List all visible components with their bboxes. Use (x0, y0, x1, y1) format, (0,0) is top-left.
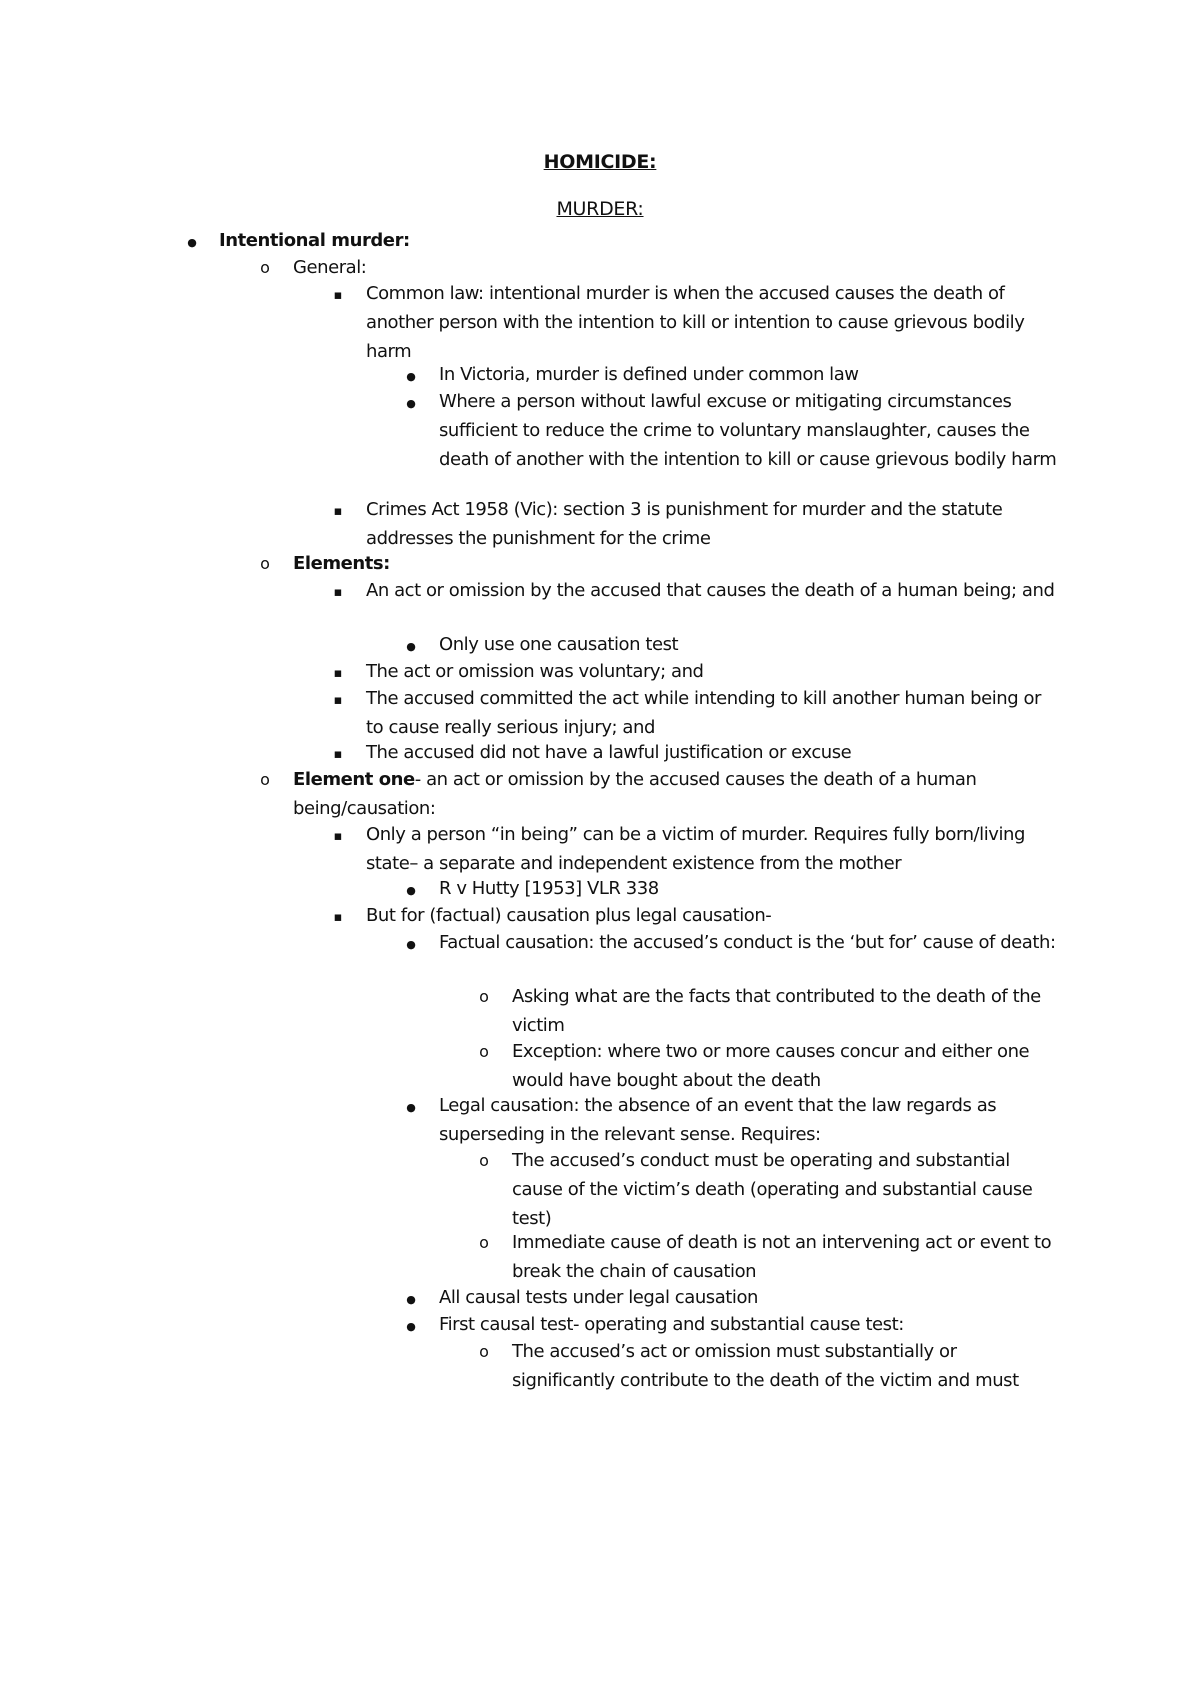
list-item: Elements: (293, 553, 390, 574)
list-item: The accused did not have a lawful justification or excuse (366, 742, 852, 763)
list-item: Only use one causation test (439, 634, 679, 655)
page-title: HOMICIDE: (543, 151, 657, 173)
list-item: All causal tests under legal causation (439, 1287, 758, 1308)
list-item: Exception: where two or more causes concur and either one would have bought about the death (512, 1041, 1030, 1091)
square-bullet-icon (328, 576, 348, 607)
bullet-icon (182, 226, 202, 257)
list-item: General: (293, 257, 367, 278)
circle-bullet-icon (474, 982, 494, 1011)
list-item: Intentional murder: (219, 230, 410, 251)
list-item: But for (factual) causation plus legal causation- (366, 905, 772, 926)
bullet-icon (401, 1310, 421, 1341)
bullet-icon (401, 928, 421, 959)
list-item: The accused’s act or omission must substantially or significantly contribute to the death of the victim and must (512, 1341, 1019, 1391)
circle-bullet-icon (255, 253, 275, 282)
list-item: The accused committed the act while intending to kill another human being or to cause really serious injury; and (366, 688, 1042, 738)
list-item: R v Hutty [1953] VLR 338 (439, 878, 659, 899)
list-item: Immediate cause of death is not an intervening act or event to break the chain of causation (512, 1232, 1052, 1282)
square-bullet-icon (328, 495, 348, 526)
circle-bullet-icon (255, 549, 275, 578)
section-title: MURDER: (556, 198, 644, 220)
list-item: The accused’s conduct must be operating and substantial cause of the victim’s death (operating and substantial cause test) (512, 1150, 1033, 1229)
bullet-icon (401, 1091, 421, 1122)
list-item: Asking what are the facts that contributed to the death of the victim (512, 986, 1041, 1036)
list-item: An act or omission by the accused that causes the death of a human being; and (366, 580, 1055, 601)
bullet-icon (401, 387, 421, 418)
square-bullet-icon (328, 901, 348, 932)
list-item: Legal causation: the absence of an event that the law regards as superseding in the relevant sense. Requires: (439, 1095, 997, 1145)
list-item-lead: Element one (293, 769, 415, 790)
circle-bullet-icon (474, 1337, 494, 1366)
circle-bullet-icon (474, 1228, 494, 1257)
list-item: Common law: intentional murder is when the accused causes the death of another person with the intention to kill or intention to cause grievous bodily harm (366, 283, 1025, 362)
list-item: First causal test- operating and substantial cause test: (439, 1314, 904, 1335)
list-item-text: - an act or omission by the accused causes the death of a human being/causation: (293, 769, 977, 819)
list-item: Only a person “in being” can be a victim of murder. Requires fully born/living state– a separate and independent existence from the mother (366, 824, 1025, 874)
square-bullet-icon (328, 279, 348, 310)
list-item: Factual causation: the accused’s conduct is the ‘but for’ cause of death: (439, 932, 1056, 953)
square-bullet-icon (328, 684, 348, 715)
square-bullet-icon (328, 820, 348, 851)
circle-bullet-icon (255, 765, 275, 794)
list-item: Crimes Act 1958 (Vic): section 3 is punishment for murder and the statute addresses the punishment for the crime (366, 499, 1003, 549)
circle-bullet-icon (474, 1037, 494, 1066)
list-item (293, 765, 1063, 823)
list-item: Where a person without lawful excuse or mitigating circumstances sufficient to reduce the crime to voluntary manslaughter, causes the death of another with the intention to kill or cause grievous bodily harm (439, 391, 1057, 470)
circle-bullet-icon (474, 1146, 494, 1175)
list-item: In Victoria, murder is defined under common law (439, 364, 859, 385)
list-item: The act or omission was voluntary; and (366, 661, 704, 682)
